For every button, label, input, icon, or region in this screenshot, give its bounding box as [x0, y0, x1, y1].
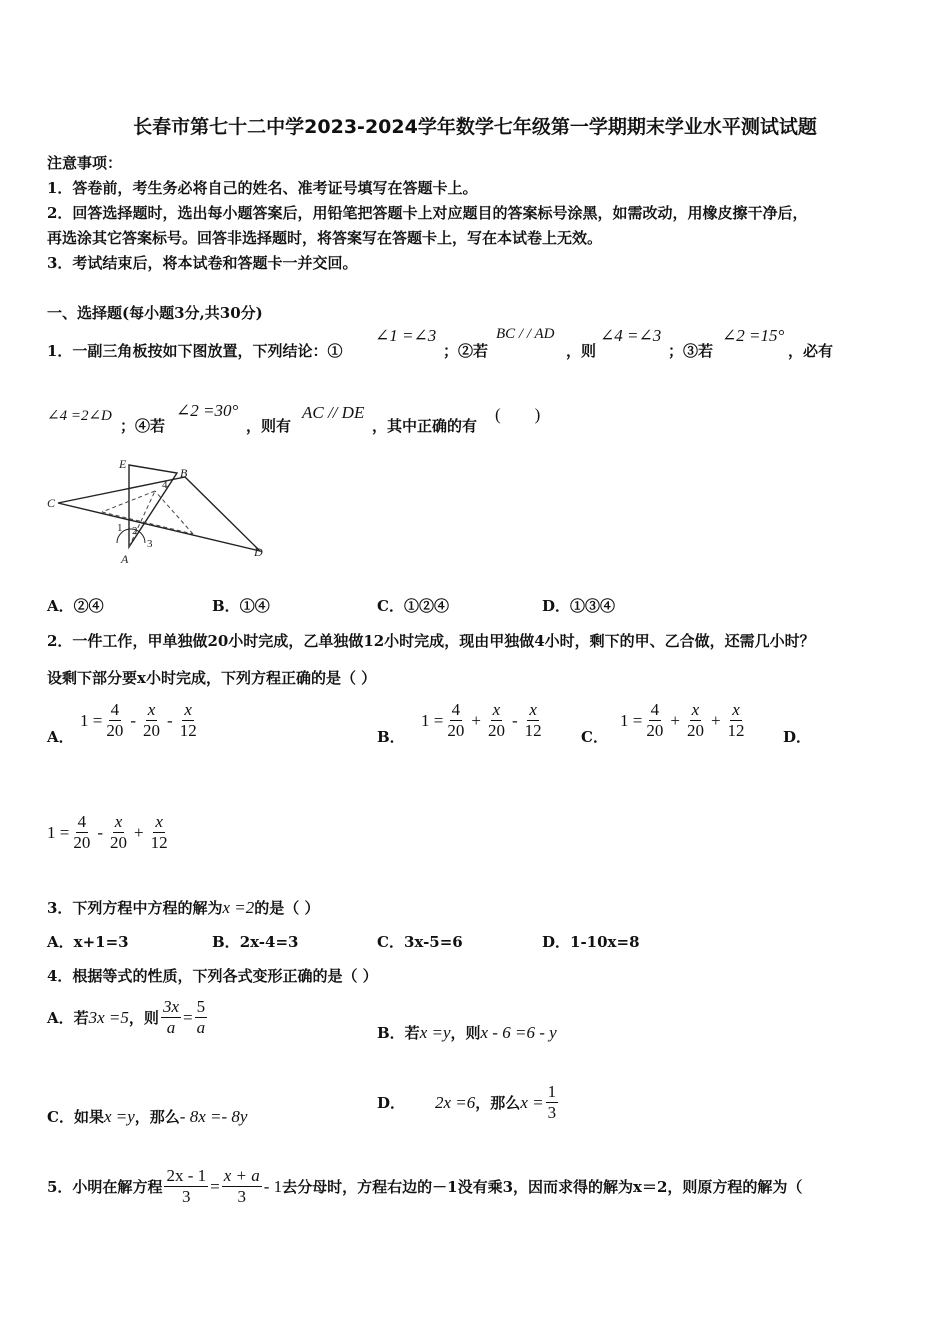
denominator: 3	[547, 1103, 557, 1122]
vertex-label: A	[121, 552, 129, 566]
denominator: 20	[487, 721, 505, 740]
q2-stem: 2．一件工作，甲单独做20小时完成，乙单独做12小时完成，现由甲独做4小时，剩下的甲、乙合做，还需几小时？	[47, 632, 815, 650]
option[interactable]	[47, 931, 129, 952]
option[interactable]	[377, 931, 463, 952]
option[interactable]	[377, 1022, 557, 1043]
page-title: 长春市第七十二中学2023-2024学年数学七年级第一学期期末学业水平测试试题	[133, 116, 817, 138]
option-label[interactable]: D．	[783, 728, 812, 746]
q3-math: x =2	[222, 898, 255, 917]
fraction	[161, 997, 181, 1038]
denominator: 20	[646, 721, 664, 740]
option-label[interactable]: A．	[47, 728, 74, 746]
q4-stem: 4．根据等式的性质，下列各式变形正确的是（ ）	[47, 967, 378, 985]
operator: +	[471, 710, 481, 730]
fraction	[445, 700, 466, 741]
numerator: x + a	[223, 1166, 260, 1185]
fraction	[486, 700, 507, 741]
notice-heading: 注意事项：	[47, 154, 123, 172]
notice-item: 再选涂其它答案标号。回答非选择题时，将答案写在答题卡上，写在本试卷上无效。	[47, 229, 603, 247]
operator: +	[710, 710, 721, 730]
option-label: A．若	[47, 1009, 89, 1027]
option[interactable]	[47, 997, 209, 1038]
option-text: x+1=3	[73, 933, 129, 951]
q1-lead: 1．一副三角板按如下图放置，下列结论：①	[47, 342, 343, 360]
numerator: x	[184, 700, 192, 719]
fraction	[141, 700, 162, 741]
math: - 8x =- 8y	[179, 1107, 248, 1126]
q5-stem	[47, 1166, 802, 1207]
operator: -	[130, 710, 137, 730]
option-label: A．	[47, 597, 74, 615]
fraction	[108, 812, 129, 853]
math: 3x =5	[88, 1007, 129, 1027]
option-text: 2x-4=3	[239, 933, 299, 951]
q2-equation-a	[80, 700, 201, 741]
option-label: C．如果	[47, 1108, 104, 1126]
operator: =	[210, 1176, 220, 1196]
math: x =	[520, 1092, 544, 1112]
option-label[interactable]: B．	[377, 728, 405, 746]
q1-math-angle: ∠4 =2∠D	[47, 408, 112, 424]
option-label: B．	[212, 597, 240, 615]
fraction	[644, 700, 665, 741]
math: x =y	[103, 1107, 135, 1126]
option-text: 3x-5=6	[403, 933, 463, 951]
denominator: 12	[179, 721, 197, 740]
option-label: A．	[47, 933, 74, 951]
q2-equation-b	[421, 700, 546, 741]
q1-text: ；④若	[120, 417, 166, 435]
option-text: ，那么	[475, 1094, 521, 1112]
q1-text: ，其中正确的有	[372, 417, 478, 435]
q2-equation-d	[47, 812, 172, 853]
angle-label: 2	[132, 525, 138, 537]
numerator: 5	[196, 997, 206, 1016]
fraction	[195, 997, 208, 1038]
option[interactable]	[212, 595, 270, 616]
option[interactable]	[47, 595, 104, 616]
fraction	[546, 1082, 559, 1123]
q1-math-parallel: BC / / AD	[496, 326, 555, 342]
operator: +	[134, 822, 144, 842]
option-text: ①④	[239, 597, 270, 615]
math: 2x =6	[435, 1092, 476, 1112]
option[interactable]	[47, 1106, 247, 1127]
q1-text: ；②若	[443, 342, 489, 360]
numerator: 1	[547, 1082, 557, 1101]
option-text: ，则	[128, 1009, 159, 1027]
numerator: x	[529, 700, 537, 719]
q5-lead: 5．小明在解方程	[47, 1178, 163, 1196]
notice-item: 1．答卷前，考生务必将自己的姓名、准考证号填写在答题卡上。	[47, 179, 478, 197]
math-lhs: 1 =	[620, 710, 643, 730]
numerator: x	[147, 700, 156, 719]
numerator: x	[691, 700, 700, 719]
math-lhs: 1 =	[47, 822, 70, 842]
fraction	[685, 700, 706, 741]
option-label: B．	[212, 933, 240, 951]
fraction	[164, 1166, 208, 1207]
denominator: 3	[182, 1187, 191, 1206]
option[interactable]	[542, 931, 640, 952]
numerator: 4	[650, 700, 660, 719]
numerator: 4	[451, 700, 461, 719]
math-lhs: 1 =	[421, 710, 444, 730]
denominator: a	[166, 1018, 176, 1037]
fraction	[178, 700, 199, 741]
denominator: 20	[73, 833, 91, 852]
numerator: 4	[77, 812, 87, 831]
q1-math-angle: ∠4 =∠3	[600, 326, 662, 345]
q1-math-parallel: AC // DE	[302, 403, 365, 422]
option-label: C．	[377, 933, 404, 951]
q1-math-angle: ∠2 =30°	[176, 401, 239, 420]
option-label: D．	[377, 1094, 406, 1112]
denominator: 20	[110, 833, 128, 852]
operator: +	[670, 710, 680, 730]
denominator: 20	[686, 721, 704, 740]
math: x - 6 =6 - y	[480, 1023, 557, 1042]
fraction	[523, 700, 544, 741]
q1-math-angle: ∠1 =∠3	[375, 326, 437, 345]
q3-tail: 的是（ ）	[254, 899, 320, 917]
q1-math-angle: ∠2 =15°	[722, 326, 785, 345]
vertex-label: B	[180, 466, 188, 480]
denominator: 12	[150, 833, 168, 852]
fraction	[71, 812, 92, 853]
option-label[interactable]: C．	[581, 728, 608, 746]
denominator: 12	[524, 721, 542, 740]
option[interactable]	[212, 931, 298, 952]
option-label: C．	[377, 597, 404, 615]
option-text: 1-10x=8	[570, 933, 640, 951]
fraction	[149, 812, 170, 853]
numerator: x	[732, 700, 740, 719]
angle-label: 1	[117, 522, 123, 534]
option-text: ，那么	[134, 1108, 180, 1126]
q3-stem	[47, 897, 319, 918]
q1-text: ，则	[566, 342, 597, 360]
q5-tail: 去分母时，方程右边的－1没有乘3，因而求得的解为x＝2，则原方程的解为（	[282, 1178, 803, 1196]
angle-label: 3	[147, 538, 153, 550]
denominator: 20	[143, 721, 161, 740]
operator: =	[182, 1007, 193, 1027]
operator: -	[511, 710, 518, 730]
denominator: 20	[106, 721, 124, 740]
angle-label: 4	[162, 479, 168, 491]
denominator: 20	[447, 721, 465, 740]
math: x =y	[419, 1023, 451, 1042]
numerator: 4	[110, 700, 120, 719]
option-text: ②④	[73, 597, 104, 615]
operator: -	[97, 822, 104, 842]
notice-item: 2．回答选择题时，选出每小题答案后，用铅笔把答题卡上对应题目的答案标号涂黑，如需改动，用橡皮擦干净后，	[47, 204, 808, 222]
denominator: 12	[727, 721, 745, 740]
denominator: 3	[237, 1187, 246, 1206]
notice-item: 3．考试结束后，将本试卷和答题卡一并交回。	[47, 254, 358, 272]
numerator: x	[114, 812, 123, 831]
numerator: 2x - 1	[166, 1166, 207, 1185]
vertex-label: E	[119, 457, 127, 471]
vertex-label: D	[254, 545, 263, 559]
option-label: D．	[542, 933, 571, 951]
q1-text: ，则有	[246, 417, 292, 435]
denominator: a	[196, 1018, 206, 1037]
math-lhs: 1 =	[80, 710, 103, 730]
option-text: ①②④	[403, 597, 449, 615]
option[interactable]	[377, 1082, 560, 1123]
option-label: B．若	[377, 1024, 420, 1042]
q1-text: ，必有	[788, 342, 834, 360]
numerator: x	[155, 812, 163, 831]
q2-stem: 设剩下部分要x小时完成，下列方程正确的是（ ）	[47, 669, 377, 687]
option-text: ①③④	[570, 597, 616, 615]
q1-answer-paren: ( )	[495, 405, 541, 424]
numerator: 3x	[162, 997, 179, 1016]
operator: -	[167, 710, 173, 730]
math: - 1	[263, 1176, 283, 1196]
fraction	[222, 1166, 262, 1207]
q1-text: ；③若	[668, 342, 714, 360]
triangle-figure	[45, 455, 270, 567]
fraction	[726, 700, 747, 741]
option[interactable]	[542, 595, 615, 616]
option-label: D．	[542, 597, 571, 615]
vertex-label: C	[47, 496, 56, 510]
fraction	[104, 700, 125, 741]
option[interactable]	[377, 595, 449, 616]
section-heading: 一、选择题(每小题3分,共30分)	[47, 304, 263, 322]
q3-lead: 3．下列方程中方程的解为	[47, 899, 223, 917]
q2-equation-c	[620, 700, 749, 741]
numerator: x	[492, 700, 501, 719]
option-text: ，则	[450, 1024, 481, 1042]
